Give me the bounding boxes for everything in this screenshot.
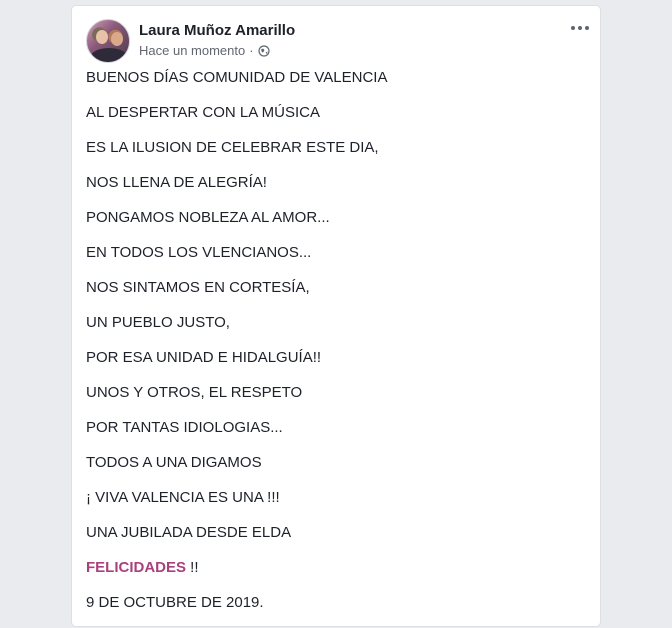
more-dot (578, 26, 582, 30)
post-timestamp[interactable]: Hace un momento (139, 43, 246, 58)
more-dot (585, 26, 589, 30)
post-line: EN TODOS LOS VLENCIANOS... (86, 244, 312, 261)
post-line: TODOS A UNA DIGAMOS (86, 454, 262, 471)
avatar-face-right (111, 32, 123, 46)
post-line: UN PUEBLO JUSTO, (86, 314, 230, 331)
post-line: NOS SINTAMOS EN CORTESÍA, (86, 279, 310, 296)
more-options-icon[interactable] (570, 20, 590, 36)
avatar-shoulders (90, 48, 128, 63)
post-line: UNOS Y OTROS, EL RESPETO (86, 384, 303, 401)
post-line: UNA JUBILADA DESDE ELDA (86, 524, 292, 541)
author-name[interactable]: Laura Muñoz Amarillo (139, 22, 296, 39)
post-line: ¡ VIVA VALENCIA ES UNA !!! (86, 489, 280, 506)
post-text (86, 68, 586, 628)
post-line: ES LA ILUSION DE CELEBRAR ESTE DIA, (86, 139, 379, 156)
greeting-highlight: FELICIDADES (86, 559, 187, 576)
post-line: PONGAMOS NOBLEZA AL AMOR... (86, 209, 330, 226)
date-line: 9 DE OCTUBRE DE 2019. (86, 594, 264, 611)
post-line: POR TANTAS IDIOLOGIAS... (86, 419, 283, 436)
post-line: NOS LLENA DE ALEGRÍA! (86, 174, 267, 191)
post-meta (139, 43, 270, 58)
more-dot (571, 26, 575, 30)
post-line: POR ESA UNIDAD E HIDALGUÍA!! (86, 349, 322, 366)
post-line: BUENOS DÍAS COMUNIDAD DE VALENCIA (86, 69, 388, 86)
avatar-face-left (96, 30, 108, 44)
avatar[interactable] (86, 19, 130, 63)
greeting-suffix: !! (186, 559, 199, 576)
post-line: AL DESPERTAR CON LA MÚSICA (86, 104, 320, 121)
globe-icon[interactable] (258, 45, 270, 57)
greeting-line (86, 558, 586, 593)
meta-separator: · (249, 43, 254, 58)
post-card (72, 6, 600, 626)
